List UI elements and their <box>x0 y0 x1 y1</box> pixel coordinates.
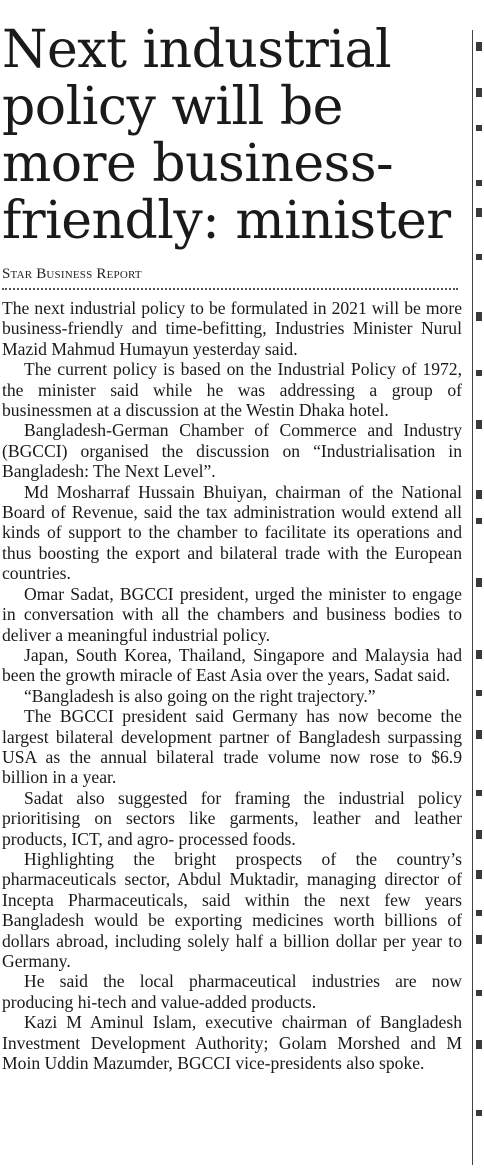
news-article <box>2 0 462 1073</box>
paragraph: “Bangladesh is also going on the right trajectory.” <box>24 685 376 706</box>
paragraph: Japan, South Korea, Thailand, Singapore and Malaysia had been the growth miracle of East Asia over the years, Sadat said. <box>2 644 462 686</box>
paragraph: The next industrial policy to be formulated in 2021 will be more business-friendly and time-befitting, Industries Minister Nurul Mazid Mahmud Humayun yesterday said. <box>2 298 462 359</box>
paragraph: Md Mosharraf Hussain Bhuiyan, chairman of the National Board of Revenue, said the tax administration would extend all kinds of support to the chamber to facilitate its operations and thus boosting the export and bilateral trade with the European countries. <box>2 481 462 584</box>
byline: Star Business Report <box>2 266 142 282</box>
paragraph: The BGCCI president said Germany has now become the largest bilateral development partner of Bangladesh surpassing USA as the annual bilateral trade volume now rose to $6.9 billion in a year. <box>2 706 462 788</box>
adjacent-column-fragment <box>476 30 484 1165</box>
column-divider <box>472 30 473 1165</box>
paragraph: He said the local pharmaceutical industries are now producing hi-tech and value-added products. <box>2 971 462 1012</box>
article-body <box>2 298 462 1073</box>
paragraph: The current policy is based on the Industrial Policy of 1972, the minister said while he was addressing a group of businessmen at a discussion at the Westin Dhaka hotel. <box>2 359 462 421</box>
dotted-divider <box>2 288 458 290</box>
paragraph: Sadat also suggested for framing the industrial policy prioritising on sectors like garments, leather and leather products, ICT, and agro- processed foods. <box>2 787 462 849</box>
paragraph: Kazi M Aminul Islam, executive chairman of Bangladesh Investment Development Authority; Golam Morshed and M Moin Uddin Mazumder, BGCCI vice-presidents also spoke. <box>2 1012 462 1074</box>
paragraph: Bangladesh-German Chamber of Commerce and Industry (BGCCI) organised the discussion on “Industrialisation in Bangladesh: The Next Level”. <box>2 420 462 482</box>
paragraph: Omar Sadat, BGCCI president, urged the minister to engage in conversation with all the chambers and business bodies to deliver a meaningful industrial policy. <box>2 583 462 645</box>
paragraph: Highlighting the bright prospects of the country’s pharmaceuticals sector, Abdul Muktadir, managing director of Incepta Pharmaceuticals, said within the next few years Bangladesh would be exporting medicines worth billions of dollars abroad, including solely half a billion dollar per year to Germany. <box>2 848 462 971</box>
headline: Next industrial policy will be more business-friendly: minister <box>2 20 451 251</box>
